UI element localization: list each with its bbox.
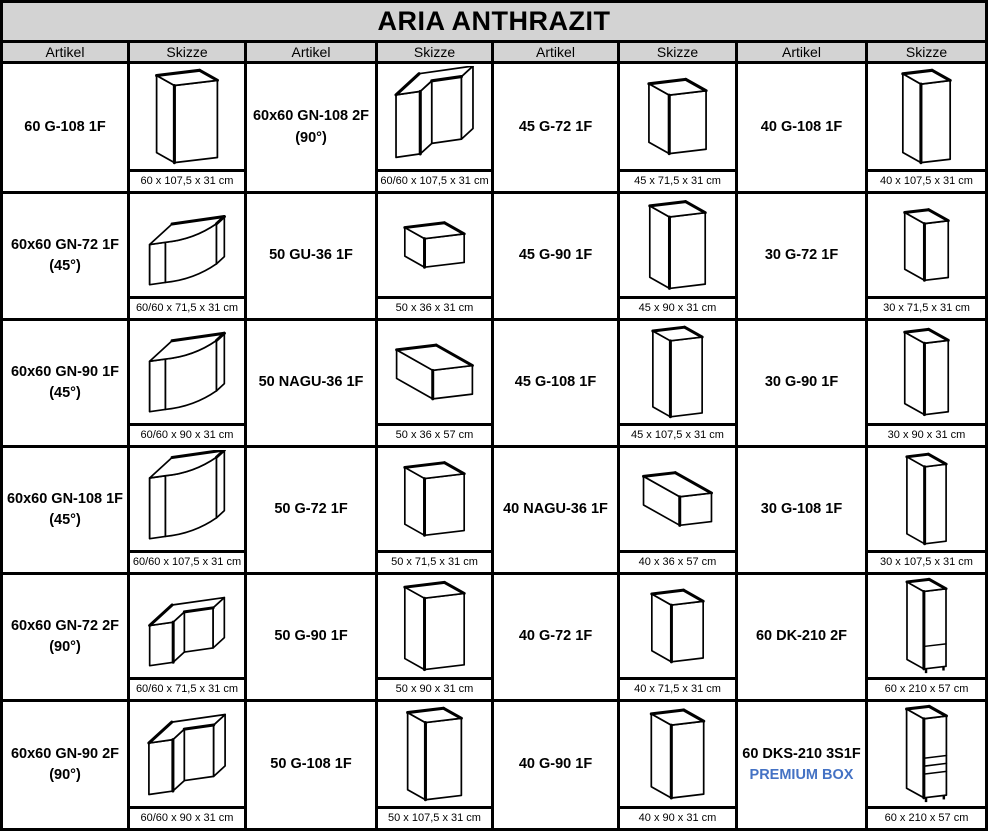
cabinet-sketch-icon bbox=[382, 66, 487, 167]
column-header-skizze: Skizze bbox=[620, 43, 735, 61]
artikel-code: 40 G-108 1F bbox=[760, 118, 843, 135]
artikel-code: 60x60 GN-72 2F bbox=[10, 617, 119, 634]
artikel-cell bbox=[247, 321, 375, 445]
skizze-cell bbox=[868, 321, 985, 445]
skizze-cell bbox=[378, 321, 491, 445]
sketch-area bbox=[130, 321, 244, 423]
artikel-note: (90°) bbox=[49, 639, 81, 655]
cabinet-sketch-icon bbox=[382, 704, 487, 804]
artikel-note: (90°) bbox=[49, 767, 81, 783]
sketch-area bbox=[868, 64, 985, 169]
skizze-cell bbox=[130, 448, 244, 572]
artikel-cell bbox=[738, 321, 865, 445]
sketch-area bbox=[620, 64, 735, 169]
skizze-cell bbox=[868, 448, 985, 572]
artikel-code: 60 DKS-210 3S1F bbox=[742, 745, 861, 762]
skizze-cell bbox=[378, 194, 491, 318]
skizze-cell bbox=[378, 448, 491, 572]
column-header-artikel: Artikel bbox=[247, 43, 375, 61]
artikel-note: (45°) bbox=[49, 258, 81, 274]
cabinet-sketch-icon bbox=[134, 323, 240, 421]
artikel-cell bbox=[738, 64, 865, 191]
artikel-cell bbox=[3, 575, 127, 699]
cabinet-sketch-icon bbox=[382, 196, 487, 294]
artikel-code: 40 NAGU-36 1F bbox=[503, 501, 608, 518]
sketch-area bbox=[620, 702, 735, 806]
artikel-code: 60x60 GN-90 1F bbox=[10, 363, 119, 380]
column-header-skizze: Skizze bbox=[130, 43, 244, 61]
dimension-label: 30 x 107,5 x 31 cm bbox=[868, 550, 985, 572]
dimension-label: 60 x 210 x 57 cm bbox=[868, 806, 985, 828]
dimension-label: 60/60 x 90 x 31 cm bbox=[130, 423, 244, 445]
sketch-area bbox=[868, 448, 985, 550]
artikel-code: 60x60 GN-108 2F bbox=[252, 108, 370, 125]
cabinet-sketch-icon bbox=[134, 450, 240, 548]
artikel-cell bbox=[3, 702, 127, 828]
skizze-cell bbox=[378, 575, 491, 699]
dimension-label: 45 x 71,5 x 31 cm bbox=[620, 169, 735, 191]
dimension-label: 60/60 x 71,5 x 31 cm bbox=[130, 296, 244, 318]
column-header-artikel: Artikel bbox=[738, 43, 865, 61]
artikel-code: 60 DK-210 2F bbox=[755, 628, 848, 645]
artikel-code: 60x60 GN-90 2F bbox=[10, 745, 119, 762]
sketch-area bbox=[130, 64, 244, 169]
column-header-skizze: Skizze bbox=[868, 43, 985, 61]
dimension-label: 40 x 36 x 57 cm bbox=[620, 550, 735, 572]
artikel-code: 60x60 GN-72 1F bbox=[10, 236, 119, 253]
skizze-cell bbox=[868, 64, 985, 191]
cabinet-sketch-icon bbox=[872, 704, 981, 804]
artikel-cell bbox=[247, 575, 375, 699]
skizze-cell bbox=[620, 194, 735, 318]
artikel-code: 50 G-72 1F bbox=[274, 501, 348, 518]
artikel-cell bbox=[494, 64, 617, 191]
artikel-code: 30 G-72 1F bbox=[764, 247, 839, 264]
artikel-code: 60 G-108 1F bbox=[24, 118, 106, 135]
cabinet-sketch-icon bbox=[872, 450, 981, 548]
artikel-cell bbox=[247, 194, 375, 318]
artikel-code: 50 NAGU-36 1F bbox=[258, 374, 364, 391]
cabinet-sketch-icon bbox=[624, 577, 731, 675]
artikel-code: 50 GU-36 1F bbox=[269, 247, 353, 264]
artikel-cell bbox=[738, 575, 865, 699]
artikel-cell bbox=[247, 64, 375, 191]
sketch-area bbox=[378, 64, 491, 169]
cabinet-sketch-icon bbox=[624, 450, 731, 548]
page-title: ARIA ANTHRAZIT bbox=[3, 3, 985, 40]
sketch-area bbox=[868, 321, 985, 423]
cabinet-sketch-icon bbox=[624, 323, 731, 421]
cabinet-sketch-icon bbox=[872, 196, 981, 294]
dimension-label: 40 x 90 x 31 cm bbox=[620, 806, 735, 828]
artikel-cell bbox=[247, 702, 375, 828]
sketch-area bbox=[378, 702, 491, 806]
column-header-artikel: Artikel bbox=[3, 43, 127, 61]
artikel-cell bbox=[3, 448, 127, 572]
skizze-cell bbox=[620, 448, 735, 572]
dimension-label: 45 x 107,5 x 31 cm bbox=[620, 423, 735, 445]
artikel-code: 45 G-72 1F bbox=[518, 118, 593, 135]
sketch-area bbox=[130, 702, 244, 806]
skizze-cell bbox=[378, 64, 491, 191]
artikel-code: 60x60 GN-108 1F bbox=[6, 490, 124, 507]
artikel-cell bbox=[738, 448, 865, 572]
artikel-code: 45 G-90 1F bbox=[518, 247, 593, 264]
dimension-label: 60 x 210 x 57 cm bbox=[868, 677, 985, 699]
artikel-cell bbox=[3, 321, 127, 445]
skizze-cell bbox=[620, 64, 735, 191]
dimension-label: 40 x 107,5 x 31 cm bbox=[868, 169, 985, 191]
skizze-cell bbox=[620, 575, 735, 699]
artikel-cell bbox=[738, 702, 865, 828]
dimension-label: 60/60 x 71,5 x 31 cm bbox=[130, 677, 244, 699]
cabinet-sketch-icon bbox=[872, 323, 981, 421]
dimension-label: 60/60 x 107,5 x 31 cm bbox=[378, 169, 491, 191]
sketch-area bbox=[378, 321, 491, 423]
cabinet-sketch-icon bbox=[624, 196, 731, 294]
dimension-label: 40 x 71,5 x 31 cm bbox=[620, 677, 735, 699]
skizze-cell bbox=[130, 575, 244, 699]
cabinet-sketch-icon bbox=[134, 66, 240, 167]
artikel-cell bbox=[494, 448, 617, 572]
dimension-label: 50 x 107,5 x 31 cm bbox=[378, 806, 491, 828]
dimension-label: 45 x 90 x 31 cm bbox=[620, 296, 735, 318]
sketch-area bbox=[130, 194, 244, 296]
cabinet-sketch-icon bbox=[382, 577, 487, 675]
skizze-cell bbox=[620, 702, 735, 828]
sketch-area bbox=[868, 575, 985, 677]
artikel-cell bbox=[494, 575, 617, 699]
skizze-cell bbox=[620, 321, 735, 445]
artikel-code: 40 G-90 1F bbox=[518, 756, 593, 773]
sketch-area bbox=[620, 194, 735, 296]
column-header-artikel: Artikel bbox=[494, 43, 617, 61]
skizze-cell bbox=[130, 321, 244, 445]
dimension-label: 60 x 107,5 x 31 cm bbox=[130, 169, 244, 191]
sketch-area bbox=[620, 575, 735, 677]
sketch-area bbox=[378, 194, 491, 296]
sketch-area bbox=[620, 321, 735, 423]
cabinet-sketch-icon bbox=[134, 704, 240, 804]
premium-box-label: PREMIUM BOX bbox=[749, 767, 854, 783]
dimension-label: 50 x 36 x 57 cm bbox=[378, 423, 491, 445]
artikel-code: 50 G-108 1F bbox=[270, 756, 352, 773]
skizze-cell bbox=[868, 575, 985, 699]
artikel-cell bbox=[494, 702, 617, 828]
skizze-cell bbox=[378, 702, 491, 828]
sketch-area bbox=[868, 702, 985, 806]
dimension-label: 50 x 71,5 x 31 cm bbox=[378, 550, 491, 572]
skizze-cell bbox=[868, 194, 985, 318]
dimension-label: 60/60 x 90 x 31 cm bbox=[130, 806, 244, 828]
artikel-code: 30 G-90 1F bbox=[764, 374, 839, 391]
artikel-note: (90°) bbox=[295, 129, 327, 146]
skizze-cell bbox=[868, 702, 985, 828]
artikel-code: 50 G-90 1F bbox=[274, 628, 348, 645]
artikel-cell bbox=[494, 194, 617, 318]
cabinet-sketch-icon bbox=[134, 196, 240, 294]
dimension-label: 30 x 71,5 x 31 cm bbox=[868, 296, 985, 318]
cabinet-sketch-icon bbox=[872, 577, 981, 675]
artikel-code: 45 G-108 1F bbox=[514, 374, 597, 391]
sketch-area bbox=[868, 194, 985, 296]
dimension-label: 50 x 90 x 31 cm bbox=[378, 677, 491, 699]
skizze-cell bbox=[130, 194, 244, 318]
cabinet-sketch-icon bbox=[624, 66, 731, 167]
cabinet-sketch-icon bbox=[134, 577, 240, 675]
column-header-skizze: Skizze bbox=[378, 43, 491, 61]
artikel-note: (45°) bbox=[49, 385, 81, 401]
dimension-label: 50 x 36 x 31 cm bbox=[378, 296, 491, 318]
cabinet-sketch-icon bbox=[872, 66, 981, 167]
sketch-area bbox=[130, 448, 244, 550]
sketch-area bbox=[620, 448, 735, 550]
cabinet-sketch-icon bbox=[382, 450, 487, 548]
artikel-code: 40 G-72 1F bbox=[518, 628, 593, 645]
skizze-cell bbox=[130, 702, 244, 828]
dimension-label: 30 x 90 x 31 cm bbox=[868, 423, 985, 445]
skizze-cell bbox=[130, 64, 244, 191]
artikel-cell bbox=[3, 64, 127, 191]
sketch-area bbox=[378, 575, 491, 677]
artikel-note: (45°) bbox=[49, 512, 81, 528]
artikel-cell bbox=[494, 321, 617, 445]
sketch-area bbox=[130, 575, 244, 677]
sketch-area bbox=[378, 448, 491, 550]
artikel-cell bbox=[3, 194, 127, 318]
cabinet-sketch-icon bbox=[624, 704, 731, 804]
artikel-cell bbox=[247, 448, 375, 572]
cabinet-sketch-icon bbox=[382, 323, 487, 421]
dimension-label: 60/60 x 107,5 x 31 cm bbox=[130, 550, 244, 572]
artikel-cell bbox=[738, 194, 865, 318]
artikel-code: 30 G-108 1F bbox=[760, 501, 843, 518]
